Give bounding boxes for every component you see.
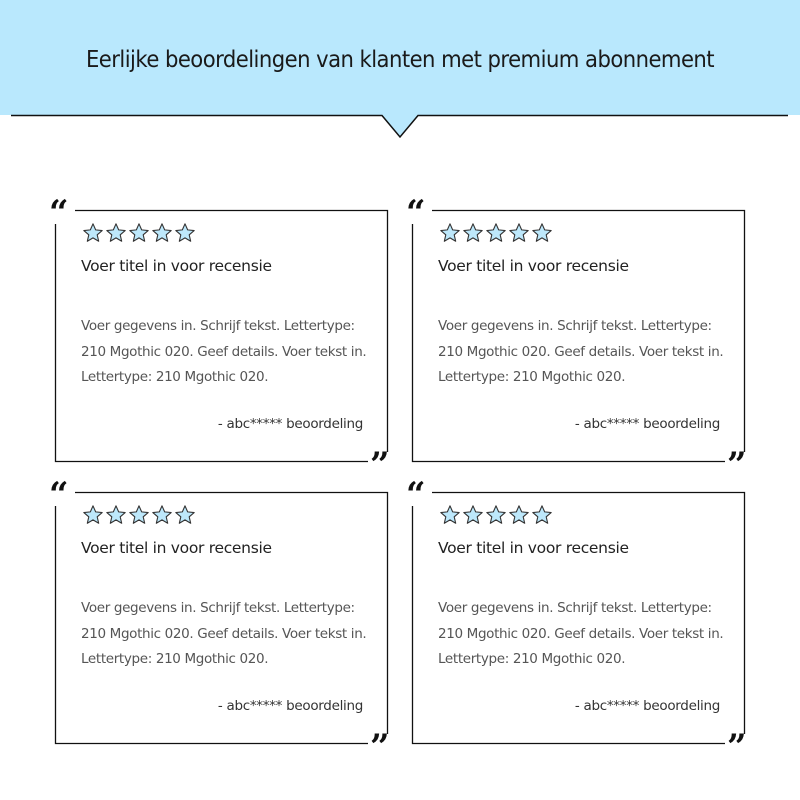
review-title: Voer titel in voor recensie xyxy=(438,539,629,557)
star-icon xyxy=(128,222,150,244)
star-icon xyxy=(531,504,553,526)
review-title: Voer titel in voor recensie xyxy=(81,539,272,557)
page-title: Eerlijke beoordelingen van klanten met premium abonnement xyxy=(85,47,715,73)
close-quote-icon: ” xyxy=(370,445,390,485)
star-icon xyxy=(462,504,484,526)
star-icon xyxy=(439,222,461,244)
star-icon xyxy=(531,222,553,244)
review-title: Voer titel in voor recensie xyxy=(81,257,272,275)
star-icon xyxy=(174,504,196,526)
review-author: - abc***** beoordeling xyxy=(217,698,363,714)
star-rating xyxy=(82,504,196,526)
star-icon xyxy=(485,222,507,244)
close-quote-icon: ” xyxy=(727,727,747,767)
star-icon xyxy=(508,504,530,526)
star-icon xyxy=(151,504,173,526)
star-icon xyxy=(439,504,461,526)
star-icon xyxy=(151,222,173,244)
star-icon xyxy=(508,222,530,244)
star-rating xyxy=(439,504,553,526)
open-quote-icon: “ xyxy=(49,193,69,233)
review-card xyxy=(49,475,410,767)
review-card xyxy=(406,475,767,767)
review-body: Voer gegevens in. Schrijf tekst. Lettertype: 210 Mgothic 020. Geef details. Voer tekst in. Lettertype: 210 Mgothic 020. xyxy=(81,600,367,667)
star-icon xyxy=(128,504,150,526)
review-body: Voer gegevens in. Schrijf tekst. Lettertype: 210 Mgothic 020. Geef details. Voer tekst in. Lettertype: 210 Mgothic 020. xyxy=(438,600,724,667)
review-author: - abc***** beoordeling xyxy=(574,416,720,432)
star-icon xyxy=(82,222,104,244)
review-card xyxy=(49,193,410,485)
star-icon xyxy=(105,504,127,526)
open-quote-icon: “ xyxy=(406,193,426,233)
star-rating xyxy=(439,222,553,244)
star-rating xyxy=(82,222,196,244)
review-body: Voer gegevens in. Schrijf tekst. Lettertype: 210 Mgothic 020. Geef details. Voer tekst in. Lettertype: 210 Mgothic 020. xyxy=(438,318,724,385)
star-icon xyxy=(82,504,104,526)
open-quote-icon: “ xyxy=(406,475,426,515)
review-author: - abc***** beoordeling xyxy=(217,416,363,432)
star-icon xyxy=(174,222,196,244)
review-body: Voer gegevens in. Schrijf tekst. Lettertype: 210 Mgothic 020. Geef details. Voer tekst in. Lettertype: 210 Mgothic 020. xyxy=(81,318,367,385)
review-card xyxy=(406,193,767,485)
review-author: - abc***** beoordeling xyxy=(574,698,720,714)
close-quote-icon: ” xyxy=(370,727,390,767)
review-title: Voer titel in voor recensie xyxy=(438,257,629,275)
star-icon xyxy=(485,504,507,526)
open-quote-icon: “ xyxy=(49,475,69,515)
star-icon xyxy=(462,222,484,244)
star-icon xyxy=(105,222,127,244)
header-divider-with-notch xyxy=(0,0,800,145)
close-quote-icon: ” xyxy=(727,445,747,485)
